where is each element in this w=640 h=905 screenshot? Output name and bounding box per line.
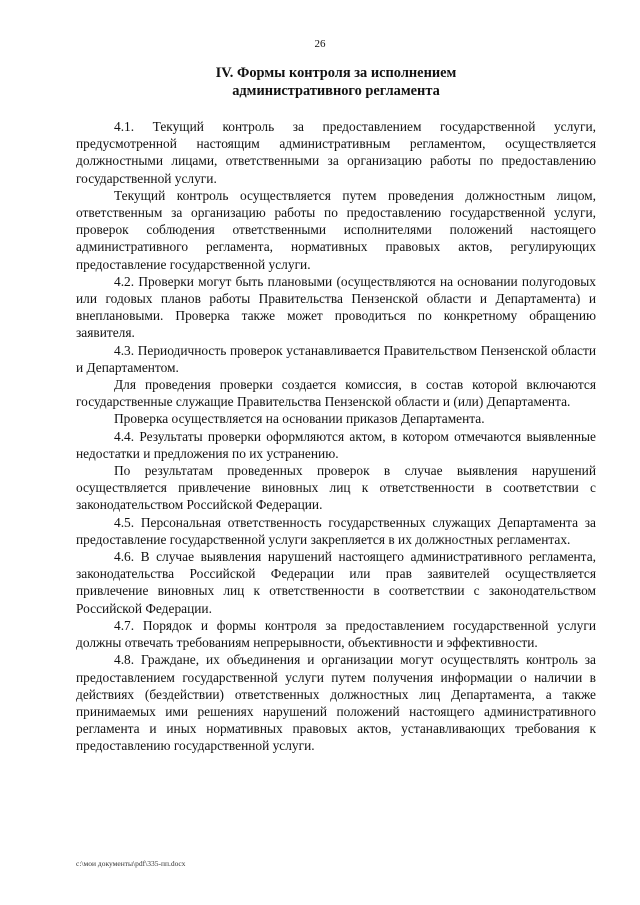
paragraph-4-6: 4.6. В случае выявления нарушений настоящего административного регламента, законодательства Российской Федерации или прав заявителей осуществляется привлечение виновных лиц к ответственности в соответствии с законодательством Российской Федерации.: [76, 549, 596, 616]
paragraph-4-1: 4.1. Текущий контроль за предоставлением государственной услуги, предусмотренной настоящим административным регламентом, осуществляется должностными лицами, ответственными за организацию работы по предоставлению государственной услуги.: [76, 119, 596, 186]
section-title: [76, 64, 596, 100]
section-title-line-1: IV. Формы контроля за исполнением: [215, 65, 457, 81]
section-title-line-2: административного регламента: [232, 83, 440, 99]
page-number: 26: [314, 38, 326, 50]
paragraph-4-5: 4.5. Персональная ответственность государственных служащих Департамента за предоставление государственной услуги закрепляется в их должностных регламентах.: [76, 514, 596, 547]
paragraph-liability: По результатам проведенных проверок в случае выявления нарушений осуществляется привлечение виновных лиц к ответственности в соответствии с законодательством Российской Федерации.: [76, 463, 596, 513]
section-body: [76, 118, 596, 755]
paragraph-4-8: 4.8. Граждане, их объединения и организации могут осуществлять контроль за предоставлением государственной услуги путем получения информации о наличии в действиях (бездействии) ответственных должностных лиц Департамента, а также принимаемых ими решениях нарушений положений настоящего административного регламента и иных нормативных правовых актов, устанавливающих требования к предоставлению государственной услуги.: [76, 652, 596, 754]
paragraph-orders: Проверка осуществляется на основании приказов Департамента.: [114, 411, 485, 427]
paragraph-4-4: 4.4. Результаты проверки оформляются актом, в котором отмечаются выявленные недостатки и предложения по их устранению.: [76, 428, 596, 461]
paragraph-commission: Для проведения проверки создается комиссия, в состав которой включаются государственные служащие Правительства Пензенской области и (или) Департамента.: [76, 377, 596, 410]
paragraph-4-7: 4.7. Порядок и формы контроля за предоставлением государственной услуги должны отвечать требованиям непрерывности, объективности и эффективности.: [76, 617, 596, 651]
paragraph-4-3: 4.3. Периодичность проверок устанавливается Правительством Пензенской области и Департаментом.: [76, 342, 596, 375]
footer-file-path: c:\мои документы\pdf\335-пп.docx: [76, 859, 186, 868]
paragraph-current-control: Текущий контроль осуществляется путем проведения должностным лицом, ответственным за организацию работы по предоставлению государственной услуги, проверок соблюдения ответственными исполнителями положений настоящего административного регламента, нормативных правовых актов, регулирующих предоставление государственной услуги.: [76, 187, 596, 272]
paragraph-4-2: 4.2. Проверки могут быть плановыми (осуществляются на основании полугодовых или годовых планов работы Правительства Пензенской области и Департамента) и внеплановыми. Проверка также может проводиться по конкретному обращению заявителя.: [76, 273, 596, 341]
